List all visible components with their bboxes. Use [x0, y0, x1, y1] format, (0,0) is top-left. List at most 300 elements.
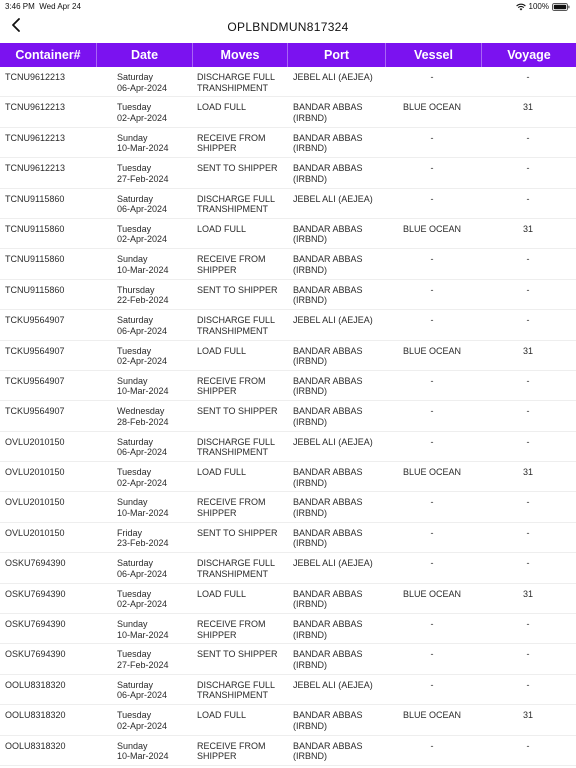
container-number: TCKU9564907	[5, 345, 65, 356]
port-line-1: JEBEL ALI (AEJEA)	[293, 436, 373, 447]
port-cell	[293, 72, 391, 83]
move-line-2: SHIPPER	[197, 264, 237, 275]
container-cell	[5, 558, 95, 569]
column-header-vessel: Vessel	[386, 43, 482, 67]
voyage-cell: -	[526, 375, 530, 386]
move-line-1: RECEIVE FROM	[197, 254, 266, 265]
table-row[interactable]	[0, 462, 576, 492]
vessel-cell: -	[430, 132, 434, 143]
table-body[interactable]	[0, 67, 576, 768]
date-day: Sunday	[117, 132, 148, 143]
date-value: 10-Mar-2024	[117, 264, 169, 275]
port-cell	[293, 102, 391, 123]
date-value: 28-Feb-2024	[117, 416, 169, 427]
container-cell	[5, 72, 95, 83]
container-cell	[5, 710, 95, 721]
port-line-1: BANDAR ABBAS	[293, 497, 363, 508]
port-line-2: (IRBND)	[293, 659, 327, 670]
date-day: Friday	[117, 527, 143, 538]
port-line-1: BANDAR ABBAS	[293, 527, 363, 538]
date-cell	[117, 376, 191, 397]
moves-cell	[197, 589, 289, 600]
moves-cell	[197, 528, 289, 539]
move-line-1: DISCHARGE FULL	[197, 315, 276, 326]
status-time-text: 3:46 PM	[5, 2, 35, 11]
moves-cell	[197, 376, 289, 397]
port-cell	[293, 406, 391, 427]
vessel-cell: BLUE OCEAN	[402, 102, 462, 113]
port-cell	[293, 710, 391, 731]
date-day: Saturday	[117, 72, 154, 82]
date-day: Tuesday	[117, 649, 152, 660]
voyage-cell: -	[526, 679, 530, 690]
voyage-cell: -	[526, 740, 530, 751]
port-line-1: BANDAR ABBAS	[293, 406, 363, 417]
voyage-cell: -	[526, 436, 530, 447]
moves-cell	[197, 710, 289, 721]
move-line-2: TRANSHIPMENT	[197, 204, 269, 215]
voyage-cell: -	[526, 163, 530, 174]
port-line-1: BANDAR ABBAS	[293, 588, 363, 599]
port-cell	[293, 376, 391, 397]
port-line-1: BANDAR ABBAS	[293, 254, 363, 265]
port-line-2: (IRBND)	[293, 173, 327, 184]
port-cell	[293, 285, 391, 306]
container-cell	[5, 376, 95, 387]
port-line-2: (IRBND)	[293, 629, 327, 640]
moves-cell	[197, 497, 289, 518]
container-number: TCKU9564907	[5, 315, 65, 326]
vessel-cell: -	[430, 527, 434, 538]
container-number: TCKU9564907	[5, 375, 65, 386]
date-value: 02-Apr-2024	[117, 112, 168, 123]
date-cell	[117, 467, 191, 488]
vessel-cell: -	[430, 679, 434, 690]
voyage-cell: 31	[522, 223, 533, 234]
table-row[interactable]	[0, 97, 576, 127]
move-line-2: TRANSHIPMENT	[197, 690, 269, 701]
port-cell	[293, 558, 391, 569]
container-number: TCKU9564907	[5, 406, 65, 417]
status-right	[516, 2, 570, 11]
move-line-1: SENT TO SHIPPER	[197, 406, 278, 417]
port-cell	[293, 254, 391, 275]
move-line-1: DISCHARGE FULL	[197, 72, 276, 82]
date-day: Saturday	[117, 436, 154, 447]
container-number: OSKU7694390	[5, 588, 66, 599]
moves-cell	[197, 102, 289, 113]
container-cell	[5, 619, 95, 630]
date-value: 02-Apr-2024	[117, 599, 168, 610]
table-row[interactable]	[0, 553, 576, 583]
date-cell	[117, 497, 191, 518]
container-number: TCNU9115860	[5, 284, 65, 295]
table-row[interactable]	[0, 67, 576, 97]
container-cell	[5, 649, 95, 660]
voyage-cell: 31	[522, 588, 533, 599]
date-day: Sunday	[117, 497, 148, 508]
voyage-cell: -	[526, 254, 530, 265]
date-value: 02-Apr-2024	[117, 356, 168, 367]
move-line-2: TRANSHIPMENT	[197, 82, 269, 93]
voyage-cell: 31	[522, 467, 533, 478]
move-line-1: RECEIVE FROM	[197, 619, 266, 630]
date-value: 27-Feb-2024	[117, 173, 169, 184]
table-row[interactable]	[0, 675, 576, 705]
table-row[interactable]	[0, 705, 576, 735]
move-line-1: SENT TO SHIPPER	[197, 284, 278, 295]
date-day: Thursday	[117, 284, 155, 295]
port-cell	[293, 194, 391, 205]
date-day: Wednesday	[117, 406, 165, 417]
container-cell	[5, 589, 95, 600]
vessel-cell: -	[430, 558, 434, 569]
date-day: Tuesday	[117, 710, 152, 721]
container-number: OOLU8318320	[5, 740, 66, 751]
table-row[interactable]	[0, 523, 576, 553]
date-cell	[117, 528, 191, 549]
date-day: Saturday	[117, 558, 154, 569]
voyage-cell: -	[526, 649, 530, 660]
date-day: Saturday	[117, 679, 154, 690]
move-line-1: LOAD FULL	[197, 223, 247, 234]
column-header-date: Date	[97, 43, 193, 67]
date-cell	[117, 72, 191, 93]
port-line-1: BANDAR ABBAS	[293, 102, 363, 113]
date-cell	[117, 649, 191, 670]
moves-cell	[197, 406, 289, 417]
container-number: TCNU9612213	[5, 132, 66, 143]
port-line-2: (IRBND)	[293, 751, 327, 762]
voyage-cell: 31	[522, 345, 533, 356]
moves-cell	[197, 224, 289, 235]
voyage-cell: -	[526, 284, 530, 295]
move-line-1: RECEIVE FROM	[197, 497, 266, 508]
date-cell	[117, 285, 191, 306]
table-row[interactable]	[0, 341, 576, 371]
date-value: 06-Apr-2024	[117, 204, 168, 215]
voyage-cell: -	[526, 619, 530, 630]
port-cell	[293, 680, 391, 691]
column-header-moves: Moves	[193, 43, 288, 67]
table-row[interactable]	[0, 736, 576, 766]
move-line-2: TRANSHIPMENT	[197, 325, 269, 336]
vessel-cell: -	[430, 375, 434, 386]
voyage-cell: -	[526, 193, 530, 204]
battery-text: 100%	[528, 2, 549, 11]
moves-cell	[197, 437, 289, 458]
vessel-cell: BLUE OCEAN	[402, 345, 462, 356]
container-number: OVLU2010150	[5, 497, 65, 508]
port-line-1: JEBEL ALI (AEJEA)	[293, 315, 373, 326]
date-cell	[117, 133, 191, 154]
voyage-cell: 31	[522, 710, 533, 721]
container-cell	[5, 528, 95, 539]
vessel-cell: BLUE OCEAN	[402, 223, 462, 234]
voyage-cell: -	[526, 315, 530, 326]
container-number: TCNU9612213	[5, 72, 66, 82]
port-cell	[293, 163, 391, 184]
container-number: OVLU2010150	[5, 467, 65, 478]
table-row[interactable]	[0, 371, 576, 401]
port-line-1: BANDAR ABBAS	[293, 740, 363, 751]
container-cell	[5, 741, 95, 752]
move-line-1: LOAD FULL	[197, 588, 247, 599]
nav-bar	[0, 12, 576, 42]
move-line-2: TRANSHIPMENT	[197, 447, 269, 458]
date-value: 06-Apr-2024	[117, 82, 168, 93]
port-line-1: BANDAR ABBAS	[293, 649, 363, 660]
date-value: 06-Apr-2024	[117, 325, 168, 336]
move-line-1: LOAD FULL	[197, 102, 247, 113]
date-day: Sunday	[117, 619, 148, 630]
port-line-1: BANDAR ABBAS	[293, 375, 363, 386]
port-cell	[293, 224, 391, 245]
container-number: TCNU9612213	[5, 102, 66, 113]
table-row[interactable]	[0, 249, 576, 279]
table-row[interactable]	[0, 310, 576, 340]
vessel-cell: -	[430, 619, 434, 630]
table-row[interactable]	[0, 614, 576, 644]
move-line-2: SHIPPER	[197, 507, 237, 518]
date-cell	[117, 558, 191, 579]
move-line-2: SHIPPER	[197, 751, 237, 762]
move-line-1: LOAD FULL	[197, 710, 247, 721]
column-header-voyage: Voyage	[507, 48, 551, 62]
port-line-2: (IRBND)	[293, 112, 327, 123]
date-cell	[117, 437, 191, 458]
port-line-2: (IRBND)	[293, 143, 327, 154]
port-line-2: (IRBND)	[293, 386, 327, 397]
container-number: TCNU9612213	[5, 163, 66, 174]
move-line-1: RECEIVE FROM	[197, 375, 266, 386]
date-value: 22-Feb-2024	[117, 295, 169, 306]
voyage-cell: -	[526, 497, 530, 508]
date-day: Tuesday	[117, 588, 152, 599]
port-line-1: BANDAR ABBAS	[293, 163, 363, 174]
container-cell	[5, 346, 95, 357]
container-number: TCNU9115860	[5, 193, 65, 204]
moves-cell	[197, 619, 289, 640]
move-line-1: RECEIVE FROM	[197, 132, 266, 143]
status-time	[5, 2, 81, 11]
port-line-2: (IRBND)	[293, 356, 327, 367]
column-header-port: Port	[288, 43, 386, 67]
moves-cell	[197, 467, 289, 478]
port-line-2: (IRBND)	[293, 720, 327, 731]
table-row[interactable]	[0, 158, 576, 188]
container-cell	[5, 224, 95, 235]
vessel-cell: BLUE OCEAN	[402, 467, 462, 478]
vessel-cell: -	[430, 254, 434, 265]
date-day: Sunday	[117, 254, 148, 265]
move-line-1: SENT TO SHIPPER	[197, 163, 278, 174]
date-value: 02-Apr-2024	[117, 234, 168, 245]
container-cell	[5, 467, 95, 478]
container-number: OVLU2010150	[5, 436, 65, 447]
wifi-icon	[516, 3, 526, 11]
move-line-2: SHIPPER	[197, 386, 237, 397]
port-cell	[293, 528, 391, 549]
move-line-1: DISCHARGE FULL	[197, 193, 276, 204]
table-row[interactable]	[0, 189, 576, 219]
date-cell	[117, 619, 191, 640]
moves-cell	[197, 163, 289, 174]
port-line-1: BANDAR ABBAS	[293, 619, 363, 630]
date-value: 06-Apr-2024	[117, 568, 168, 579]
container-number: OSKU7694390	[5, 619, 66, 630]
moves-cell	[197, 285, 289, 296]
vessel-cell: -	[430, 436, 434, 447]
vessel-cell: -	[430, 193, 434, 204]
table-row[interactable]	[0, 432, 576, 462]
status-date-text: Wed Apr 24	[39, 2, 81, 11]
date-value: 06-Apr-2024	[117, 447, 168, 458]
vessel-cell: BLUE OCEAN	[402, 710, 462, 721]
voyage-cell: -	[526, 72, 530, 82]
move-line-2: TRANSHIPMENT	[197, 568, 269, 579]
table-row[interactable]	[0, 644, 576, 674]
date-cell	[117, 589, 191, 610]
date-day: Saturday	[117, 193, 154, 204]
voyage-cell: 31	[522, 102, 533, 113]
port-line-1: BANDAR ABBAS	[293, 467, 363, 478]
vessel-cell: -	[430, 315, 434, 326]
port-line-2: (IRBND)	[293, 538, 327, 549]
moves-cell	[197, 315, 289, 336]
moves-cell	[197, 558, 289, 579]
battery-icon	[552, 3, 570, 11]
date-value: 10-Mar-2024	[117, 386, 169, 397]
container-number: OSKU7694390	[5, 558, 66, 569]
page-title: OPLBNDMUN817324	[227, 20, 349, 34]
port-line-1: JEBEL ALI (AEJEA)	[293, 679, 373, 690]
date-cell	[117, 315, 191, 336]
status-bar	[0, 0, 576, 12]
date-value: 10-Mar-2024	[117, 751, 169, 762]
container-cell	[5, 163, 95, 174]
container-cell	[5, 406, 95, 417]
date-cell	[117, 163, 191, 184]
date-cell	[117, 224, 191, 245]
port-line-1: BANDAR ABBAS	[293, 223, 363, 234]
container-cell	[5, 680, 95, 691]
container-cell	[5, 133, 95, 144]
port-cell	[293, 619, 391, 640]
vessel-cell: -	[430, 284, 434, 295]
move-line-2: SHIPPER	[197, 629, 237, 640]
voyage-cell: -	[526, 527, 530, 538]
port-line-1: BANDAR ABBAS	[293, 345, 363, 356]
port-line-2: (IRBND)	[293, 477, 327, 488]
container-number: OOLU8318320	[5, 710, 66, 721]
date-day: Tuesday	[117, 223, 152, 234]
container-number: OOLU8318320	[5, 679, 66, 690]
container-number: OVLU2010150	[5, 527, 65, 538]
table-row[interactable]	[0, 128, 576, 158]
move-line-1: SENT TO SHIPPER	[197, 527, 278, 538]
vessel-cell: -	[430, 72, 434, 82]
voyage-cell: -	[526, 406, 530, 417]
port-line-2: (IRBND)	[293, 264, 327, 275]
port-cell	[293, 467, 391, 488]
vessel-cell: -	[430, 740, 434, 751]
date-value: 10-Mar-2024	[117, 143, 169, 154]
date-value: 27-Feb-2024	[117, 659, 169, 670]
port-line-1: JEBEL ALI (AEJEA)	[293, 72, 373, 82]
table-row[interactable]	[0, 401, 576, 431]
date-value: 06-Apr-2024	[117, 690, 168, 701]
port-line-1: JEBEL ALI (AEJEA)	[293, 193, 373, 204]
port-line-2: (IRBND)	[293, 295, 327, 306]
port-cell	[293, 589, 391, 610]
moves-cell	[197, 346, 289, 357]
date-value: 02-Apr-2024	[117, 477, 168, 488]
port-line-1: BANDAR ABBAS	[293, 710, 363, 721]
port-line-1: BANDAR ABBAS	[293, 284, 363, 295]
table-row[interactable]	[0, 280, 576, 310]
vessel-cell: -	[430, 649, 434, 660]
container-number: OSKU7694390	[5, 649, 66, 660]
column-header-container: Container#	[0, 43, 97, 67]
moves-cell	[197, 680, 289, 701]
date-day: Tuesday	[117, 345, 152, 356]
port-line-2: (IRBND)	[293, 599, 327, 610]
moves-cell	[197, 133, 289, 154]
port-cell	[293, 315, 391, 326]
date-cell	[117, 406, 191, 427]
table-row[interactable]	[0, 492, 576, 522]
date-cell	[117, 741, 191, 762]
voyage-cell: -	[526, 558, 530, 569]
port-line-2: (IRBND)	[293, 234, 327, 245]
container-number: TCNU9115860	[5, 223, 65, 234]
date-value: 02-Apr-2024	[117, 720, 168, 731]
container-cell	[5, 285, 95, 296]
moves-cell	[197, 194, 289, 215]
date-day: Saturday	[117, 315, 154, 326]
moves-cell	[197, 741, 289, 762]
port-cell	[293, 346, 391, 367]
voyage-cell: -	[526, 132, 530, 143]
container-cell	[5, 254, 95, 265]
container-number: TCNU9115860	[5, 254, 65, 265]
move-line-1: DISCHARGE FULL	[197, 436, 276, 447]
vessel-cell: -	[430, 406, 434, 417]
move-line-1: LOAD FULL	[197, 467, 247, 478]
date-cell	[117, 194, 191, 215]
date-cell	[117, 710, 191, 731]
port-cell	[293, 741, 391, 762]
table-header	[0, 43, 576, 67]
vessel-cell: -	[430, 163, 434, 174]
port-line-2: (IRBND)	[293, 416, 327, 427]
date-day: Tuesday	[117, 467, 152, 478]
date-value: 10-Mar-2024	[117, 629, 169, 640]
move-line-1: DISCHARGE FULL	[197, 679, 276, 690]
vessel-cell: BLUE OCEAN	[402, 588, 462, 599]
table-row[interactable]	[0, 219, 576, 249]
date-day: Sunday	[117, 375, 148, 386]
date-cell	[117, 254, 191, 275]
date-value: 10-Mar-2024	[117, 507, 169, 518]
move-line-1: LOAD FULL	[197, 345, 247, 356]
table-row[interactable]	[0, 584, 576, 614]
container-cell	[5, 315, 95, 326]
container-cell	[5, 437, 95, 448]
container-cell	[5, 194, 95, 205]
port-cell	[293, 437, 391, 448]
